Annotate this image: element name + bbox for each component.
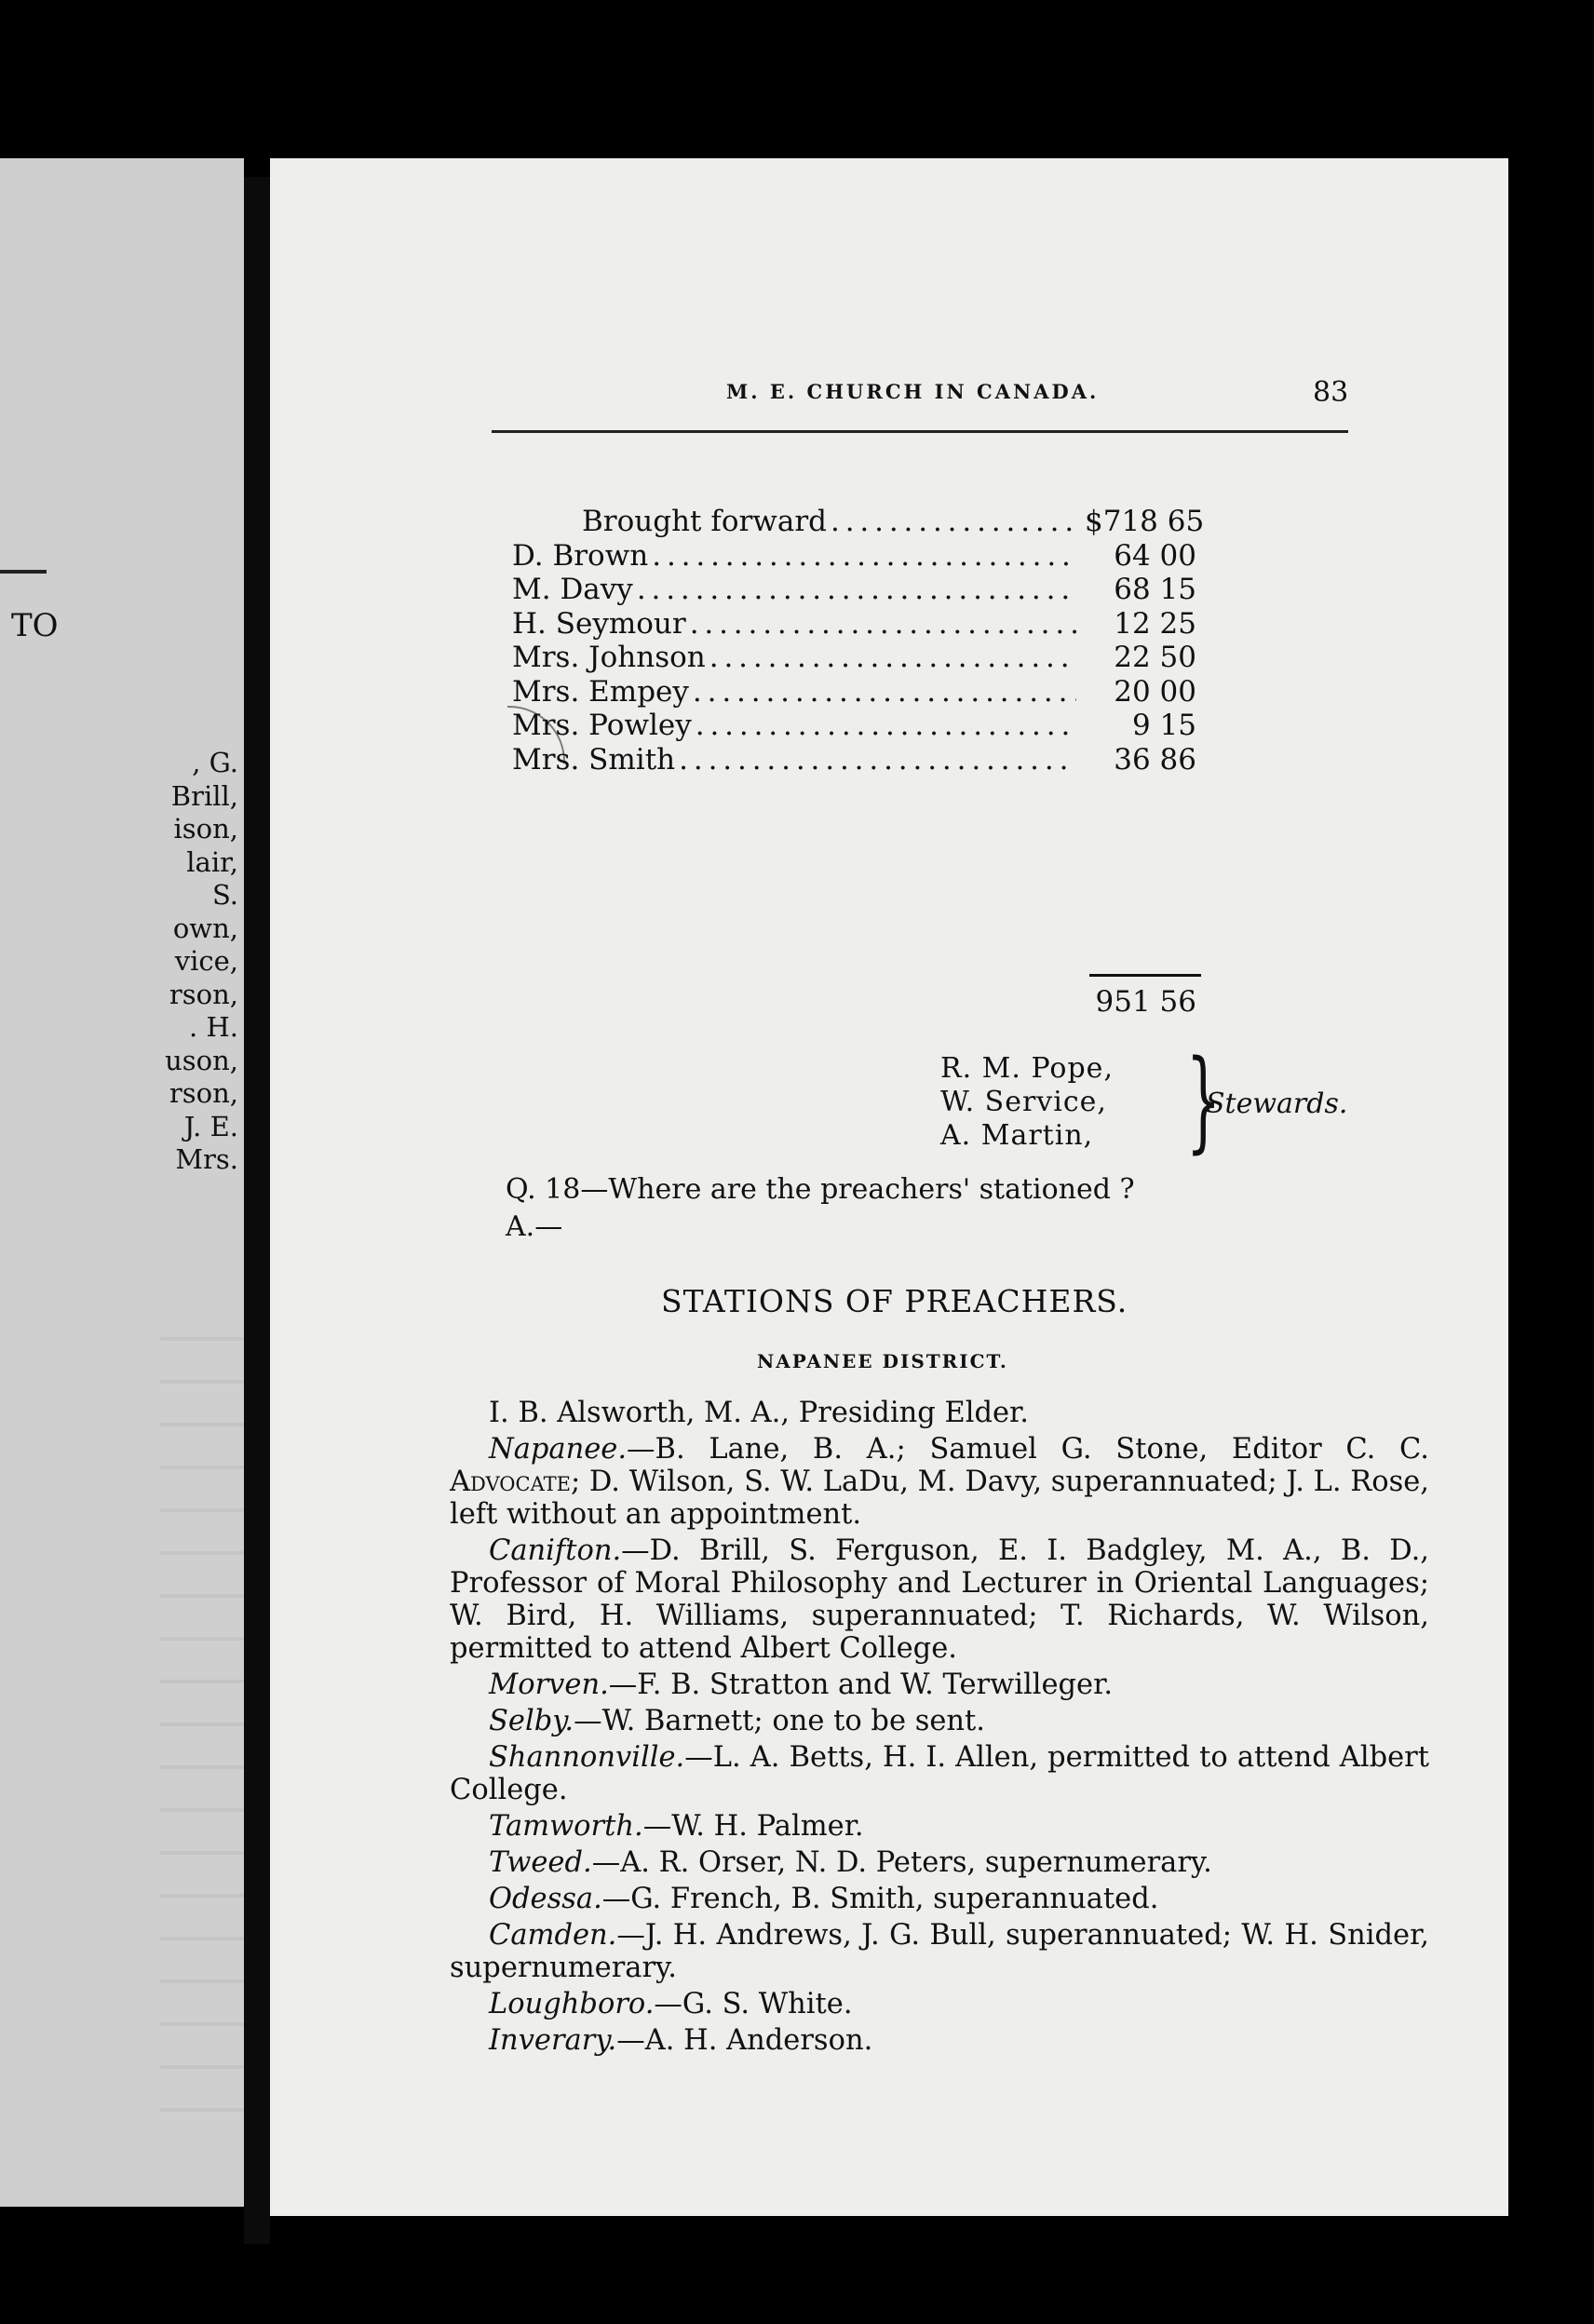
station-entry [450, 1988, 1429, 2020]
station-entry [450, 1919, 1429, 1984]
previous-page-line: , G. [192, 747, 238, 778]
account-amount: 64 00 [1114, 538, 1196, 573]
previous-page-line: . H. [189, 1011, 238, 1043]
station-text: —L. A. Betts, H. I. Allen, permitted to attend Albert College. [450, 1741, 1429, 1806]
account-name: Mrs. Powley [512, 709, 692, 742]
leader-dots [831, 505, 1081, 538]
station-place: Odessa. [489, 1883, 602, 1915]
station-place: Morven. [489, 1669, 609, 1701]
station-text: —W. Barnett; one to be sent. [574, 1705, 986, 1737]
previous-page-line: Brill, [170, 779, 238, 812]
previous-page-line: J. E. [183, 1110, 238, 1142]
leader-dots [696, 709, 1076, 742]
previous-page-fragment [0, 158, 244, 2207]
account-name: H. Seymour [512, 606, 686, 641]
previous-page-line: S. [211, 879, 238, 911]
account-amount: $718 65 [1085, 505, 1205, 538]
station-entry [450, 1433, 1429, 1531]
total-rule [1089, 974, 1201, 977]
account-amount: 22 50 [1114, 641, 1196, 674]
account-name: M. Davy [512, 573, 633, 606]
account-row [512, 573, 1196, 607]
stations-list [450, 1397, 1429, 2061]
station-place: Selby. [489, 1705, 574, 1737]
running-head: M. E. CHURCH IN CANADA. [726, 380, 1100, 403]
stewards-list [940, 1052, 1114, 1153]
answer-label: A.— [506, 1210, 563, 1243]
leader-dots [652, 539, 1076, 573]
page-number: 83 [1313, 376, 1349, 409]
question-18: Q. 18—Where are the preachers' stationed ? [506, 1173, 1135, 1206]
page-83 [270, 158, 1508, 2216]
station-place: Shannonville. [489, 1741, 685, 1774]
previous-page-line: rson, [169, 978, 238, 1010]
account-total: 951 56 [1095, 985, 1196, 1019]
station-place: Napanee. [489, 1433, 628, 1466]
station-text: —F. B. Stratton and W. Terwilleger. [608, 1669, 1114, 1701]
station-place: Tweed. [489, 1846, 592, 1879]
stewards-label: Stewards. [1206, 1088, 1348, 1120]
station-entry [450, 1883, 1429, 1915]
presiding-elder: I. B. Alsworth, M. A., Presiding Elder. [489, 1397, 1029, 1429]
station-entry [450, 1741, 1429, 1806]
account-row [512, 641, 1196, 675]
account-row [512, 607, 1196, 642]
station-place: Inverary. [489, 2024, 617, 2057]
faded-bleed-through [160, 1313, 244, 2151]
account-name: Mrs. Johnson [512, 641, 706, 674]
account-row [512, 709, 1196, 743]
station-text: —D. Brill, S. Ferguson, E. I. Badgley, M. A., B. D., Professor of Moral Philosophy and Lecturer in Oriental Languages; W. Bird, H. Williams, superannuated; T. Richards, W. Wilson, permitted to attend Albert College. [450, 1534, 1429, 1665]
station-text-caps: Advocate [450, 1466, 571, 1498]
previous-page-line: Mrs. [175, 1143, 238, 1175]
station-place: Camden. [489, 1919, 617, 1952]
previous-page-line: ison, [173, 813, 238, 844]
station-entry [450, 1846, 1429, 1879]
leader-dots [693, 675, 1076, 709]
account-row [512, 539, 1196, 574]
steward-name: R. M. Pope, [940, 1052, 1114, 1085]
header-rule [492, 430, 1348, 433]
stations-heading: STATIONS OF PREACHERS. [661, 1283, 1128, 1319]
station-entry [450, 1534, 1429, 1665]
steward-name: A. Martin, [940, 1119, 1094, 1152]
account-name: Mrs. Smith [512, 742, 676, 777]
station-entry [450, 2024, 1429, 2057]
station-place: Canifton. [489, 1534, 622, 1567]
station-text: —A. H. Anderson. [616, 2024, 873, 2057]
account-name: D. Brown [512, 538, 649, 573]
leader-dots [637, 573, 1076, 606]
previous-page-lines [165, 747, 238, 1177]
previous-page-line: rson, [169, 1077, 238, 1109]
station-entry [450, 1669, 1429, 1701]
station-text: —J. H. Andrews, J. G. Bull, superannuated; W. H. Snider, supernumerary. [450, 1919, 1429, 1984]
account-name: Brought forward [582, 505, 827, 538]
previous-page-line: own, [172, 912, 238, 944]
district-heading: NAPANEE DISTRICT. [757, 1350, 1008, 1372]
book-gutter [244, 177, 270, 2244]
station-entry [450, 1705, 1429, 1737]
account-amount: 20 00 [1114, 674, 1196, 709]
account-amount: 9 15 [1131, 709, 1196, 742]
steward-name: W. Service, [940, 1086, 1107, 1118]
previous-page-heading: TO [11, 607, 59, 644]
station-place: Loughboro. [489, 1988, 655, 2020]
station-text: —B. Lane, B. A.; Samuel G. Stone, Editor C. C. [627, 1433, 1429, 1466]
station-text: ; D. Wilson, S. W. LaDu, M. Davy, superannuated; J. L. Rose, left without an appointment. [450, 1466, 1429, 1531]
previous-page-line: vice, [174, 945, 238, 977]
account-amount: 36 86 [1114, 742, 1196, 777]
station-entry [450, 1810, 1429, 1843]
station-text: —G. S. White. [654, 1988, 853, 2020]
station-text: —W. H. Palmer. [642, 1810, 864, 1843]
station-text: —G. French, B. Smith, superannuated. [601, 1883, 1159, 1915]
account-name: Mrs. Empey [512, 674, 689, 709]
account-amount: 68 15 [1114, 573, 1196, 606]
station-place: Tamworth. [489, 1810, 643, 1843]
station-text: —A. R. Orser, N. D. Peters, supernumerary. [591, 1846, 1212, 1879]
previous-page-rule [0, 570, 47, 574]
leader-dots [690, 607, 1076, 641]
previous-page-line: uson, [165, 1044, 238, 1076]
account-row [512, 743, 1196, 777]
leader-dots [709, 641, 1076, 674]
account-amount: 12 25 [1114, 606, 1196, 641]
accounts-list [512, 505, 1205, 777]
leader-dots [679, 743, 1076, 777]
previous-page-line: lair, [186, 845, 238, 878]
account-row [512, 675, 1196, 709]
brace-glyph: } [1185, 1035, 1222, 1164]
account-row [512, 505, 1205, 539]
